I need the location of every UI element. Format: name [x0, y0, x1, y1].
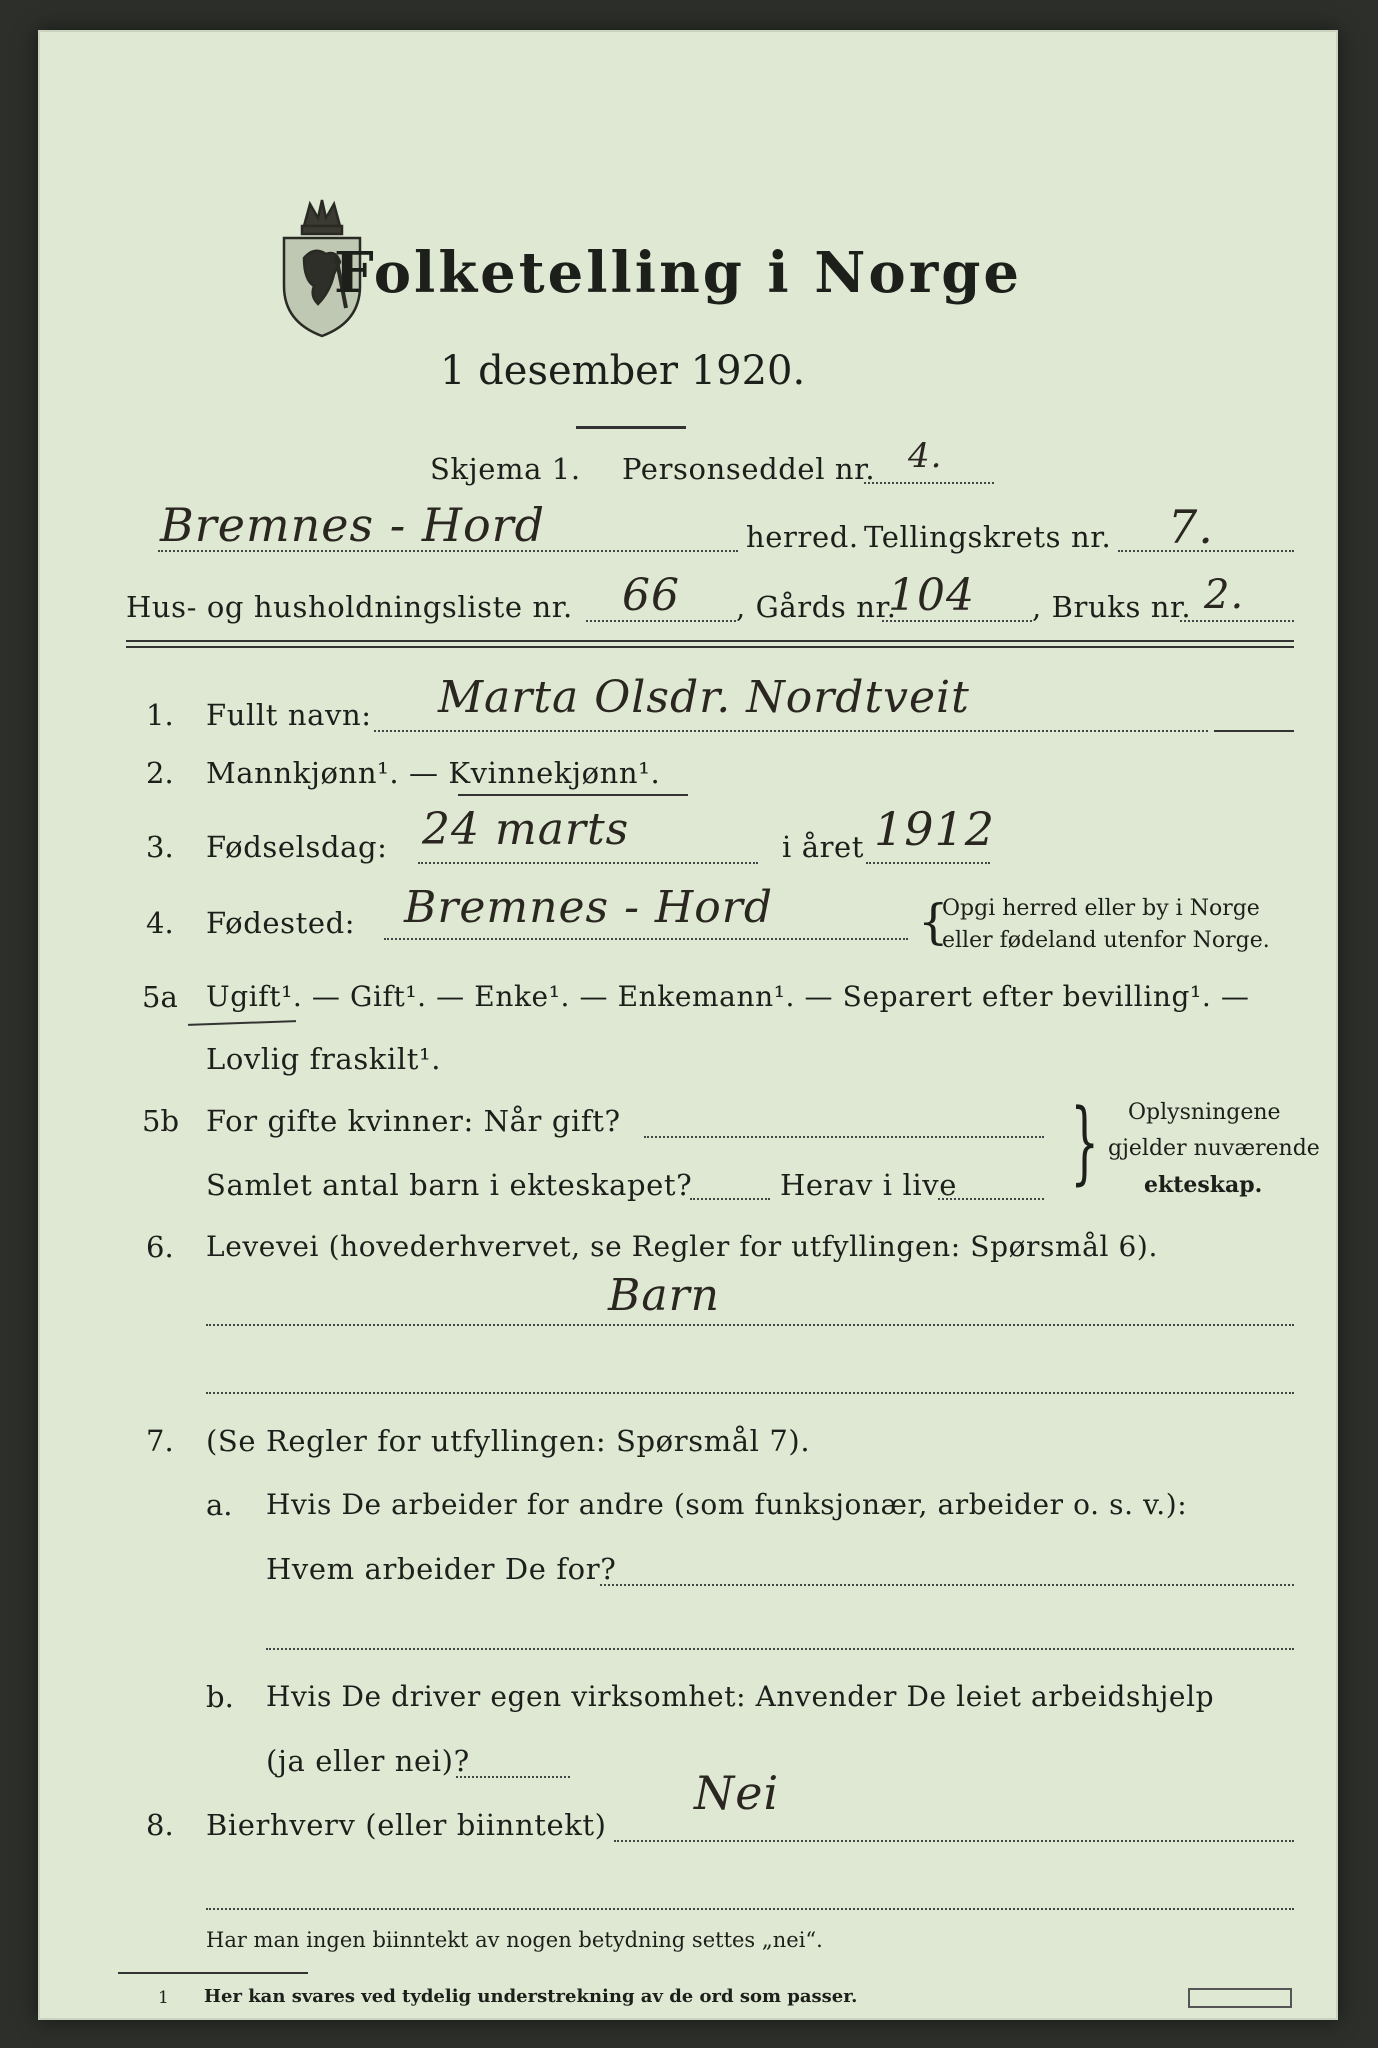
tellingskrets-label: Tellingskrets nr. — [864, 520, 1112, 554]
q6-number: 6. — [146, 1230, 174, 1264]
q5b-brace: } — [1070, 1090, 1099, 1195]
personseddel-field[interactable] — [864, 482, 994, 484]
form-title: Folketelling i Norge — [334, 240, 1023, 306]
birthday-field[interactable] — [418, 862, 758, 864]
herred-value: Bremnes - Hord — [160, 498, 546, 552]
q7b-number: b. — [206, 1680, 234, 1714]
q2-underline-kvinnekjonn — [458, 794, 688, 796]
title-divider — [576, 426, 686, 429]
header-rule-1 — [126, 640, 1294, 642]
herred-label: herred. — [746, 520, 859, 554]
full-name-value: Marta Olsdr. Nordtveit — [438, 672, 970, 723]
q5b-children-label: Samlet antal barn i ekteskapet? — [206, 1168, 693, 1202]
occupation-field-2[interactable] — [206, 1392, 1294, 1394]
personseddel-value: 4. — [908, 436, 943, 476]
q2-sex-options: Mannkjønn¹. — Kvinnekjønn¹. — [206, 756, 661, 790]
q8-label: Bierhverv (eller biinntekt) — [206, 1808, 607, 1842]
footnote-rule — [118, 1972, 308, 1974]
q5a-label-line2: Lovlig fraskilt¹. — [206, 1042, 442, 1076]
employer-field[interactable] — [600, 1584, 1294, 1586]
q1-number: 1. — [146, 698, 174, 732]
q2-number: 2. — [146, 756, 174, 790]
q3-number: 3. — [146, 830, 174, 864]
birth-year-field[interactable] — [866, 862, 990, 864]
q4-label: Fødested: — [206, 906, 356, 940]
side-income-value: Nei — [694, 1766, 780, 1820]
q5b-note-line2: gjelder nuværende — [1108, 1136, 1320, 1161]
children-living-field[interactable] — [938, 1198, 1044, 1200]
q5b-label: For gifte kvinner: Når gift? — [206, 1104, 621, 1138]
tellingskrets-value: 7. — [1168, 500, 1214, 554]
q7b-label-line2: (ja eller nei)? — [266, 1744, 470, 1778]
q4-number: 4. — [146, 906, 174, 940]
q4-note-line2: eller fødeland utenfor Norge. — [942, 928, 1270, 953]
bruks-label: , Bruks nr. — [1032, 590, 1192, 624]
q1-line-end — [1214, 730, 1294, 732]
hus-value: 66 — [622, 570, 680, 621]
gards-label: , Gårds nr. — [736, 590, 897, 624]
biinntekt-note: Har man ingen biinntekt av nogen betydning settes „nei“. — [206, 1928, 823, 1952]
q7a-employer-label: Hvem arbeider De for? — [266, 1552, 617, 1586]
marriage-date-field[interactable] — [644, 1136, 1044, 1138]
q5b-living-label: Herav i live — [780, 1168, 957, 1202]
q4-brace: { — [918, 894, 949, 950]
q7a-label: Hvis De arbeider for andre (som funksjonær, arbeider o. s. v.): — [266, 1488, 1188, 1521]
bruks-field[interactable] — [1180, 620, 1294, 622]
children-total-field[interactable] — [690, 1198, 770, 1200]
gards-value: 104 — [888, 570, 975, 621]
census-form — [38, 30, 1338, 2020]
q6-label: Levevei (hovederhvervet, se Regler for utfyllingen: Spørsmål 6). — [206, 1230, 1158, 1263]
full-name-field[interactable] — [374, 730, 1208, 732]
q7-number: 7. — [146, 1424, 174, 1458]
bruks-value: 2. — [1204, 572, 1245, 618]
q5b-note-line3: ekteskap. — [1144, 1172, 1263, 1198]
hired-help-field[interactable] — [456, 1776, 570, 1778]
header-rule-2 — [126, 646, 1294, 648]
q3-year-label: i året — [782, 830, 865, 864]
q1-label: Fullt navn: — [206, 698, 372, 732]
q3-label: Fødselsdag: — [206, 830, 388, 864]
footnote-text: Her kan svares ved tydelig understrekning av de ord som passer. — [204, 1986, 858, 2007]
q5a-number: 5a — [142, 980, 178, 1014]
q7b-label: Hvis De driver egen virksomhet: Anvender De leiet arbeidshjelp — [266, 1680, 1215, 1713]
q7a-number: a. — [206, 1488, 233, 1522]
q8-number: 8. — [146, 1808, 174, 1842]
q4-note-line1: Opgi herred eller by i Norge — [942, 896, 1260, 921]
q5a-marital-options: Ugift¹. — Gift¹. — Enke¹. — Enkemann¹. — Separert efter bevilling¹. — — [206, 980, 1250, 1013]
birthplace-field[interactable] — [384, 938, 908, 940]
q5b-number: 5b — [142, 1104, 180, 1138]
hus-label: Hus- og husholdningsliste nr. — [126, 590, 573, 624]
census-date: 1 desember 1920. — [440, 348, 806, 394]
occupation-value: Barn — [608, 1270, 720, 1321]
birthplace-value: Bremnes - Hord — [404, 882, 773, 933]
q7-label: (Se Regler for utfyllingen: Spørsmål 7). — [206, 1424, 811, 1458]
birthday-value: 24 marts — [422, 804, 630, 855]
personseddel-label: Personseddel nr. — [622, 452, 876, 486]
q5a-underline-ugift — [188, 1020, 296, 1026]
employer-field-2[interactable] — [266, 1648, 1294, 1650]
q5b-note-line1: Oplysningene — [1128, 1100, 1281, 1125]
birth-year-value: 1912 — [874, 802, 996, 856]
skjema-label: Skjema 1. — [430, 452, 581, 486]
footnote-mark: 1 — [158, 1988, 169, 2008]
side-income-field[interactable] — [614, 1840, 1294, 1842]
printer-stamp-icon — [1188, 1988, 1292, 2008]
side-income-field-2[interactable] — [206, 1908, 1294, 1910]
occupation-field[interactable] — [206, 1324, 1294, 1326]
